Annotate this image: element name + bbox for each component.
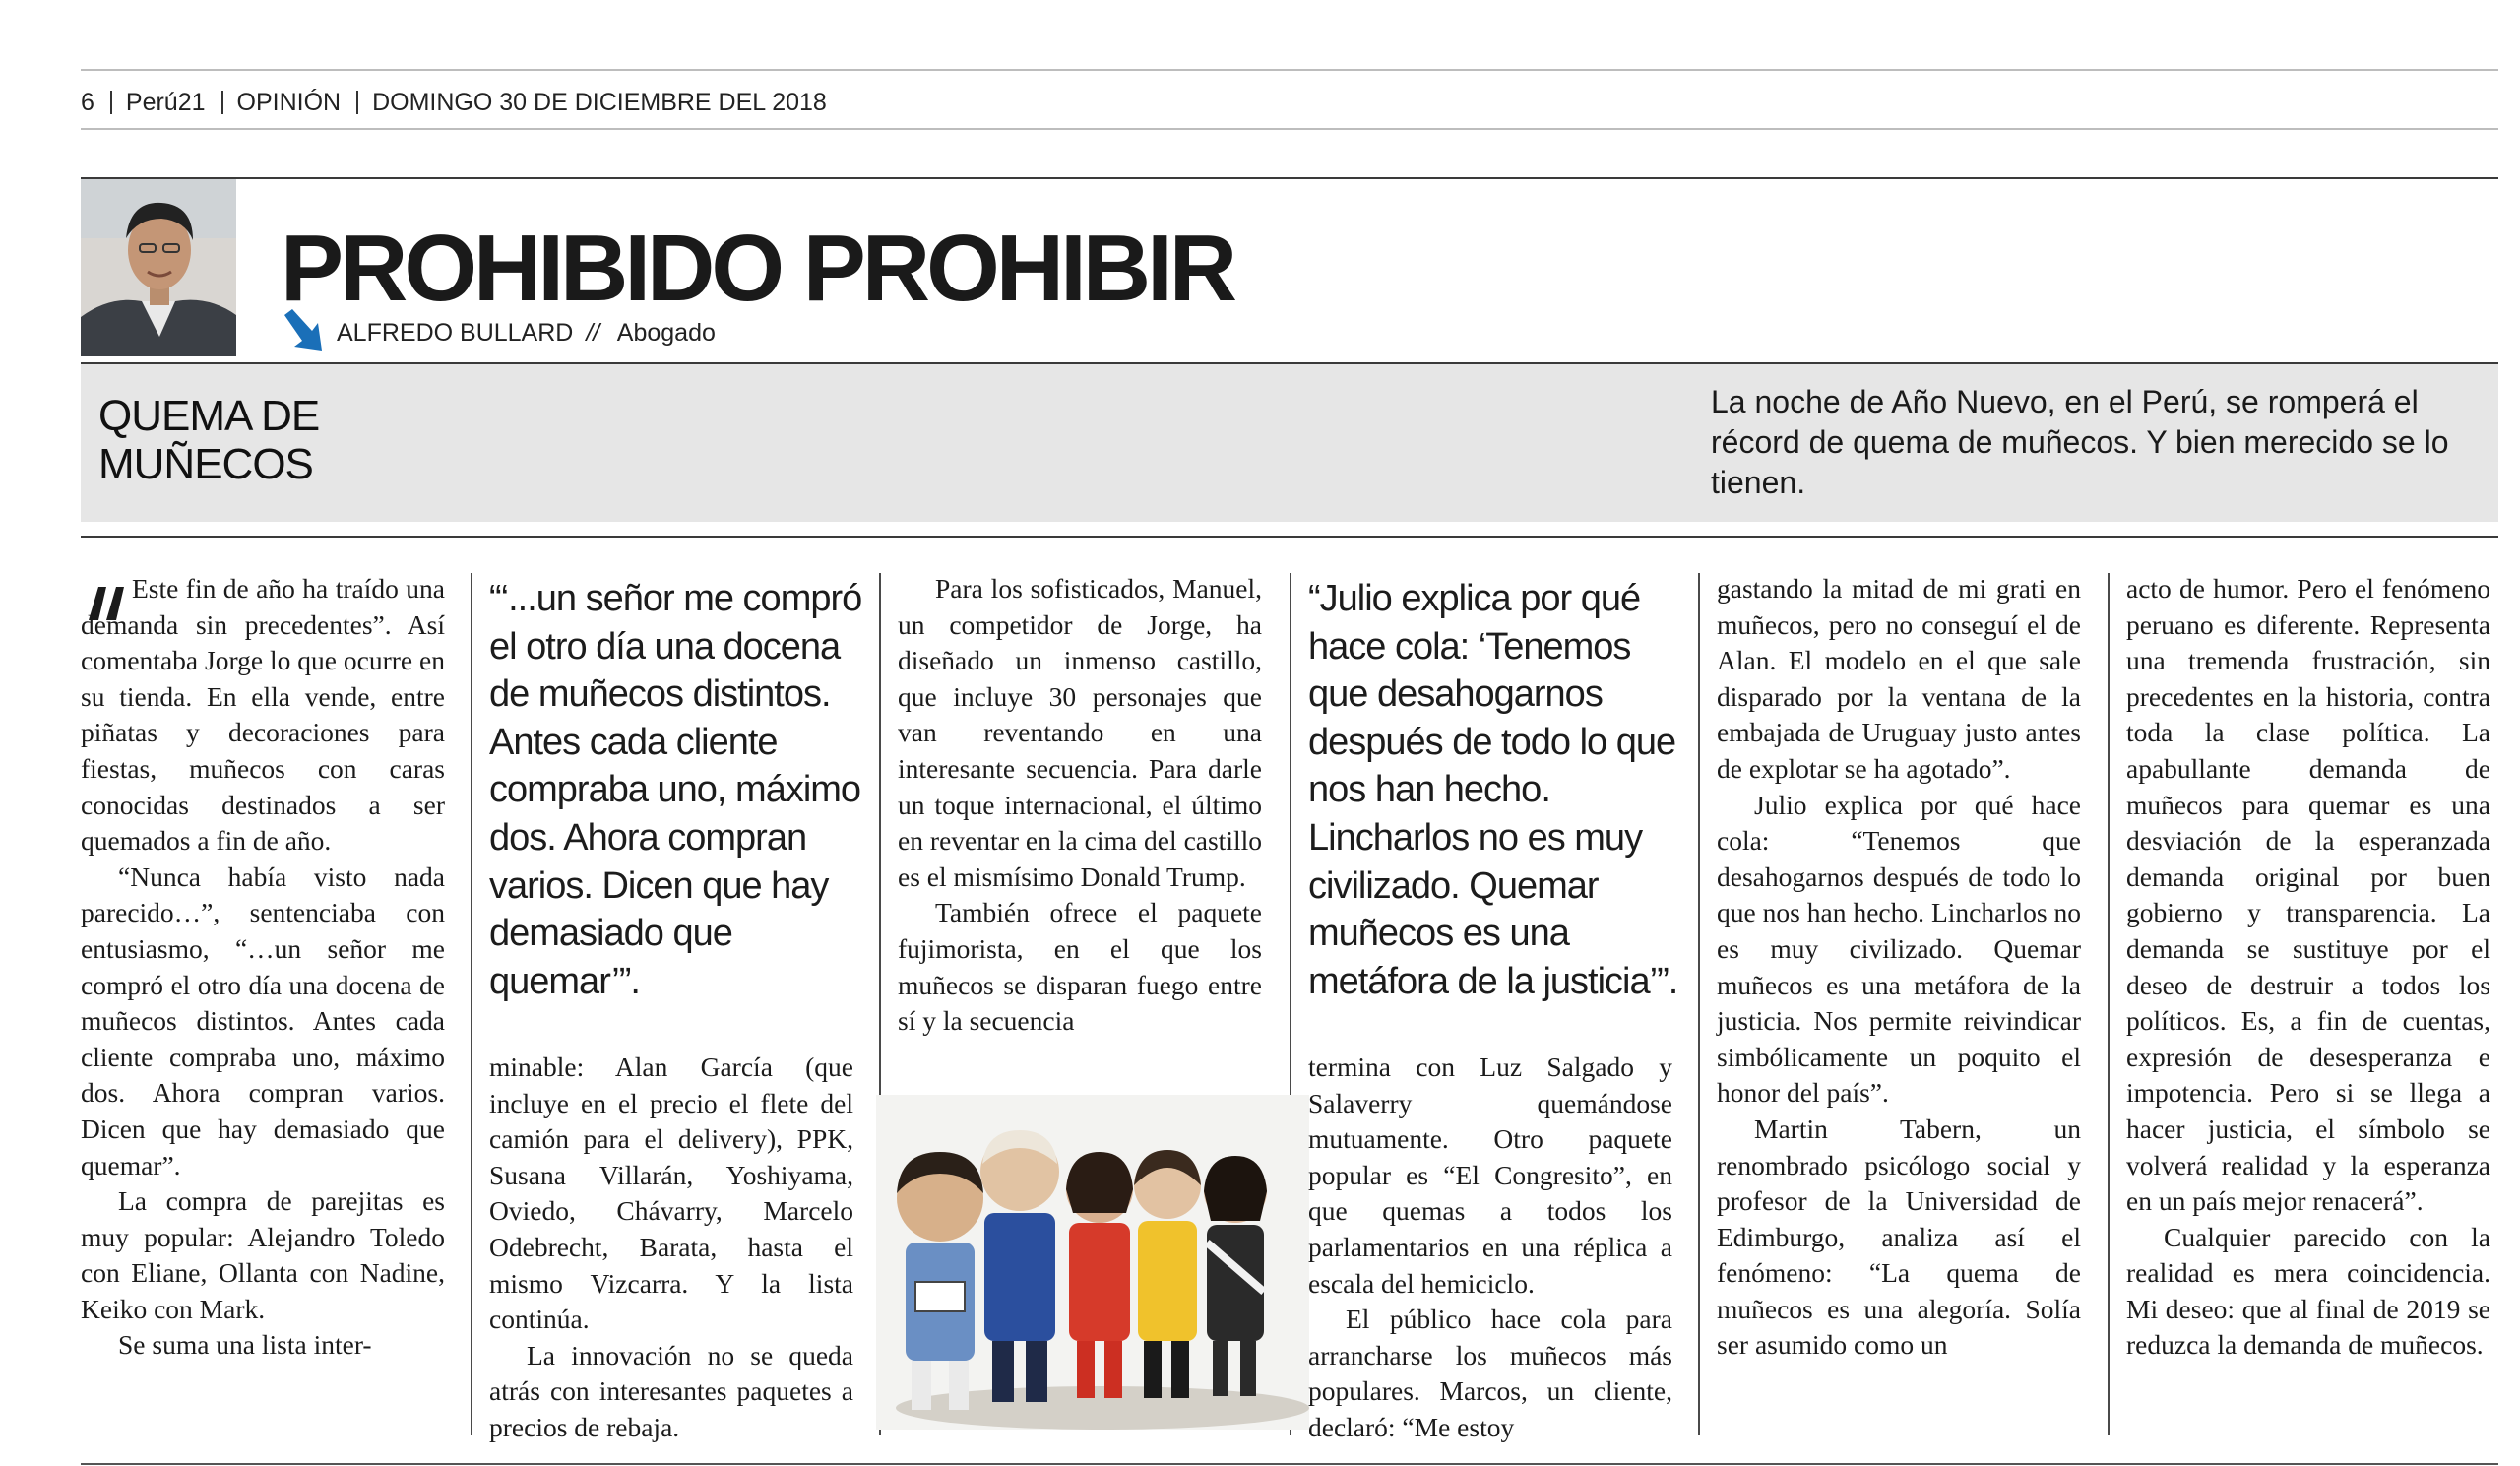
byline <box>337 319 716 348</box>
paragraph: Se suma una lista inter- <box>118 1329 372 1361</box>
paragraph: El público hace cola para arrancharse los muñecos más populares. Marcos, un cliente, declaró: “Me estoy <box>1308 1304 1672 1442</box>
paragraph: “Nunca había visto nada parecido…”, sentenciaba con entusiasmo, “…un señor me compró el otro día una docena de muñecos distintos. Antes cada cliente compraba uno, máximo dos. Ahora compran varios. Dicen que hay demasiado que quemar”. <box>81 860 445 1180</box>
top-rule <box>81 69 2498 71</box>
deck: La noche de Año Nuevo, en el Perú, se romperá el récord de quema de muñecos. Y bien merecido se lo tienen. <box>1711 384 2449 500</box>
section-name: OPINIÓN <box>236 88 342 116</box>
column-divider <box>2108 573 2110 1435</box>
bottom-rule <box>81 1463 2498 1465</box>
article-column-2 <box>489 1050 853 1446</box>
paragraph: acto de humor. Pero el fenómeno peruano es diferente. Representa una tremenda frustración, sin precedentes en la historia, contra toda la clase política. La apabullante demanda de muñecos para quemar es una desviación de la esperanzada demanda original por buen gobierno y transparencia. La demanda se sustituye por el deseo de destruir a todos los políticos. Es, a fin de cuentas, expresión de desesperanza e impotencia. Pero si se llega a hacer justicia, el símbolo se volverá realidad y la esperanza en un país mejor renacerá”. <box>2126 573 2490 1217</box>
article-column-1 <box>81 571 445 1364</box>
author-name: ALFREDO BULLARD <box>337 319 574 347</box>
page-number: 6 <box>81 88 94 116</box>
pull-quote: “‘...un señor me compró el otro día una docena de muñecos distintos. Antes cada cliente compraba uno, máximo dos. Ahora compran varios. Dicen que hay demasiado que quemar’”. <box>489 578 862 1002</box>
paragraph: Martin Tabern, un renombrado psicólogo social y profesor de la Universidad de Edimburgo, analiza así el fenómeno: “La quema de muñecos es una alegoría. Solía ser asumido como un <box>1717 1113 2081 1361</box>
folio-separator <box>356 91 358 114</box>
folio-bottom-rule <box>81 128 2498 130</box>
byline-slash: // <box>586 319 600 347</box>
article-column-6 <box>2126 571 2490 1364</box>
article-column-4 <box>1308 1050 1672 1446</box>
headline: QUEMA DE MUÑECOS <box>98 392 320 488</box>
author-role: Abogado <box>616 319 716 347</box>
paragraph: Julio explica por qué hace cola: “Tenemos que desahogarnos después de todo lo que nos han hecho. Lincharlos no es muy civilizado. Quemar muñecos es una metáfora de la justicia. Nos permite reivindicar simbólicamente un poquito el honor del país”. <box>1717 789 2081 1109</box>
publication-name: Perú21 <box>125 88 206 116</box>
paragraph: Para los sofisticados, Manuel, un competidor de Jorge, ha diseñado un inmenso castillo, que incluye 30 personajes que van reventando en una interesante secuencia. Para darle un toque internacional, el último en reventar en la cima del castillo es el mismísimo Donald Trump. <box>898 573 1262 892</box>
paragraph: La innovación no se queda atrás con interesantes paquetes a precios de rebaja. <box>489 1339 853 1442</box>
folio <box>81 83 827 122</box>
arrow-down-right-icon <box>281 309 326 352</box>
issue-date: DOMINGO 30 DE DICIEMBRE DEL 2018 <box>372 88 827 116</box>
paragraph: gastando la mitad de mi grati en muñecos, pero no conseguí el de Alan. El modelo en el que sale disparado por la ventana de la embajada de Uruguay justo antes de explotar se ha agotado”. <box>1717 573 2081 784</box>
pull-quote: “Julio explica por qué hace cola: ‘Tenemos que desahogarnos después de todo lo que nos han hecho. Lincharlos no es muy civilizado. Quemar muñecos es una metáfora de la justicia’”. <box>1308 578 1678 1002</box>
author-portrait <box>81 179 236 356</box>
column-title: PROHIBIDO PROHIBIR <box>281 216 1234 321</box>
article-column-3 <box>898 571 1262 1040</box>
dolls-photo <box>876 1095 1309 1430</box>
paragraph: minable: Alan García (que incluye en el precio el flete del camión para el delivery), PPK, Susana Villarán, Yoshiyama, Oviedo, Chávarry, Marcelo Odebrecht, Barata, hasta el mismo Vizcarra. Y la lista continúa. <box>489 1052 853 1335</box>
column-divider <box>471 573 472 1435</box>
paragraph: Este fin de año ha traído una demanda sin precedentes”. Así comentaba Jorge lo que ocurre en su tienda. En ella vende, entre piñatas y decoraciones para fiestas, muñecos con caras conocidas destinados a ser quemados a fin de año. <box>81 573 445 857</box>
header-top-rule <box>81 177 2498 179</box>
paragraph: Cualquier parecido con la realidad es mera coincidencia. Mi deseo: que al final de 2019 se reduzca la demanda de muñecos. <box>2126 1221 2490 1361</box>
paragraph: También ofrece el paquete fujimorista, en el que los muñecos se disparan fuego entre sí y la secuencia <box>898 897 1262 1037</box>
column-divider <box>1698 573 1700 1435</box>
paragraph: termina con Luz Salgado y Salaverry quemándose mutuamente. Otro paquete popular es “El Congresito”, en que quemas a todos los parlamentarios en una réplica a escala del hemiciclo. <box>1308 1052 1672 1299</box>
article-column-5 <box>1717 571 2081 1364</box>
paragraph: La compra de parejitas es muy popular: Alejandro Toledo con Eliane, Ollanta con Nadine, Keiko con Mark. <box>81 1185 445 1324</box>
headline-band-top-rule <box>81 362 2498 364</box>
folio-separator <box>110 91 112 114</box>
headline-band-bottom-rule <box>81 536 2498 538</box>
folio-separator <box>221 91 223 114</box>
